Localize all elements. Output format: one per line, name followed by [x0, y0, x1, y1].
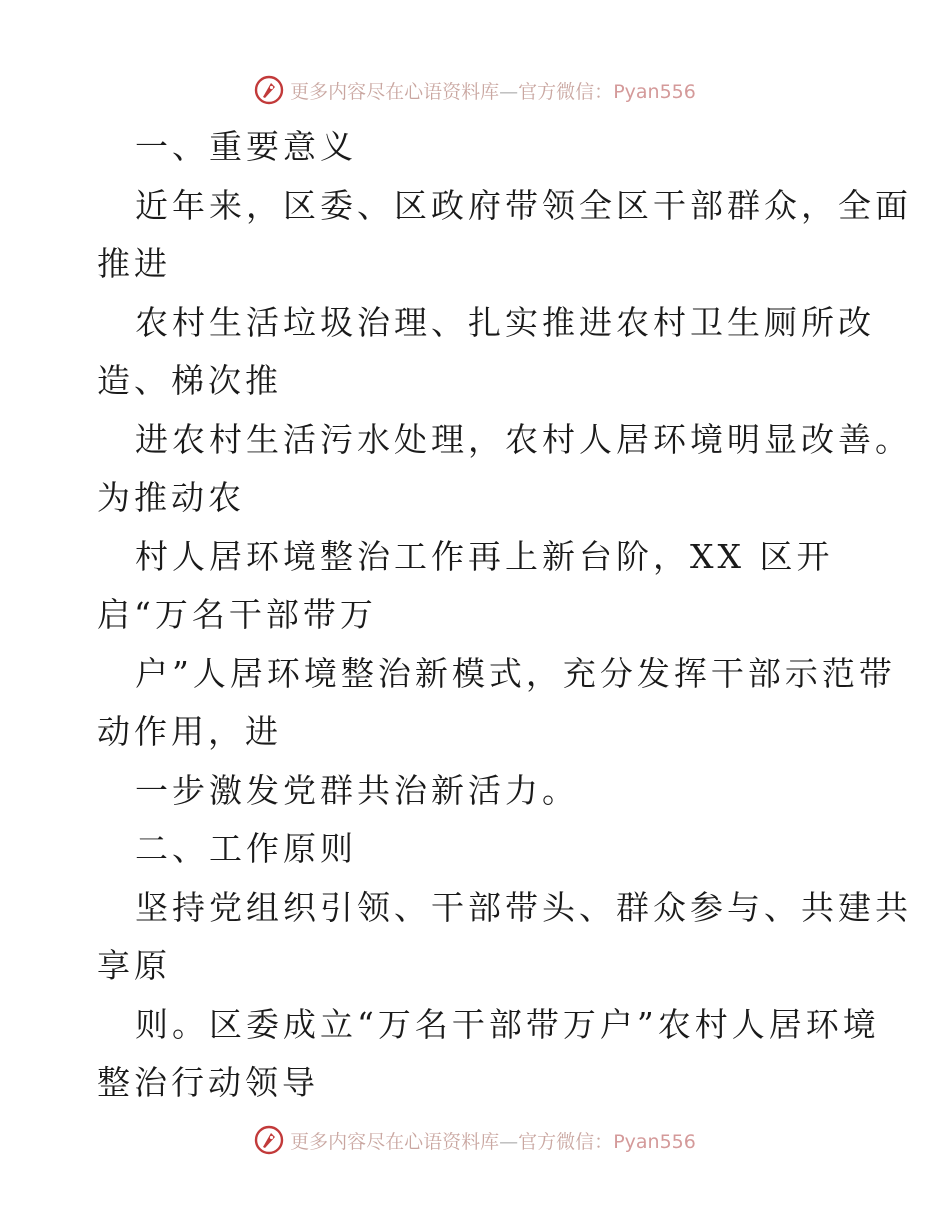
text-line: 为推动农: [97, 478, 245, 517]
text-line: 整治行动领导: [97, 1063, 319, 1102]
header-watermark: [0, 70, 950, 110]
text-line: 一步激发党群共治新活力。: [135, 770, 579, 810]
text-line: 动作用，进: [97, 712, 282, 751]
text-line: 造、梯次推: [97, 361, 282, 400]
watermark-text: 更多内容尽在心语资料库—官方微信：Pyan556: [290, 80, 696, 103]
pen-nib-logo-icon: [254, 1125, 284, 1155]
watermark-text: 更多内容尽在心语资料库—官方微信：Pyan556: [290, 1130, 696, 1153]
footer-watermark: [0, 1120, 950, 1160]
text-line: 农村生活垃圾治理、扎实推进农村卫生厕所改: [135, 302, 875, 342]
text-line: 启“万名干部带万: [97, 595, 377, 634]
text-line: 推进: [97, 244, 171, 283]
text-line: 坚持党组织引领、干部带头、群众参与、共建共: [135, 887, 912, 927]
text-line: 享原: [97, 946, 171, 985]
text-line: 户”人居环境整治新模式，充分发挥干部示范带: [135, 653, 896, 693]
text-line: 进农村生活污水处理，农村人居环境明显改善。: [135, 419, 912, 459]
document-body: [97, 118, 912, 1113]
text-line: 近年来，区委、区政府带领全区干部群众，全面: [135, 185, 912, 225]
text-line: 则。区委成立“万名干部带万户”农村人居环境: [135, 1004, 880, 1044]
pen-nib-logo-icon: [254, 75, 284, 105]
text-line: 二、工作原则: [135, 829, 357, 868]
text-line: 村人居环境整治工作再上新台阶，XX 区开: [135, 536, 834, 576]
text-line: 一、重要意义: [135, 127, 357, 166]
